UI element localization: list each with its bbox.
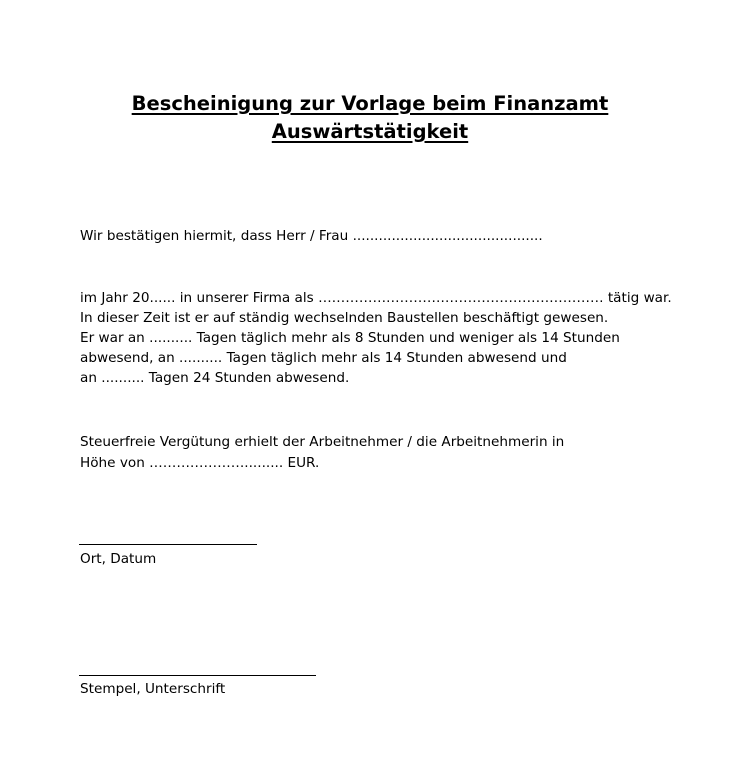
confirmation-line: Wir bestätigen hiermit, dass Herr / Frau ............................................ bbox=[80, 228, 543, 244]
document-subtitle: Auswärtstätigkeit bbox=[271, 120, 469, 143]
place-date-label: Ort, Datum bbox=[80, 551, 157, 567]
employment-line-3: Er war an .......... Tagen täglich mehr als 8 Stunden und weniger als 14 Stunden bbox=[80, 330, 620, 346]
compensation-line-1: Steuerfreie Vergütung erhielt der Arbeitnehmer / die Arbeitnehmerin in bbox=[80, 434, 565, 450]
stamp-signature-line bbox=[79, 675, 316, 676]
employment-line-2: In dieser Zeit ist er auf ständig wechselnden Baustellen beschäftigt gewesen. bbox=[80, 310, 609, 326]
stamp-signature-label: Stempel, Unterschrift bbox=[80, 681, 226, 697]
compensation-line-2: Höhe von …………………......... EUR. bbox=[80, 455, 320, 471]
employment-line-5: an .......... Tagen 24 Stunden abwesend. bbox=[80, 370, 350, 386]
employment-line-4: abwesend, an .......... Tagen täglich mehr als 14 Stunden abwesend und bbox=[80, 350, 567, 366]
employment-line-1: im Jahr 20...... in unserer Firma als ……………………………………………………… tätig war. bbox=[80, 290, 672, 306]
document-title: Bescheinigung zur Vorlage beim Finanzamt bbox=[131, 92, 609, 115]
place-date-signature-line bbox=[79, 544, 257, 545]
